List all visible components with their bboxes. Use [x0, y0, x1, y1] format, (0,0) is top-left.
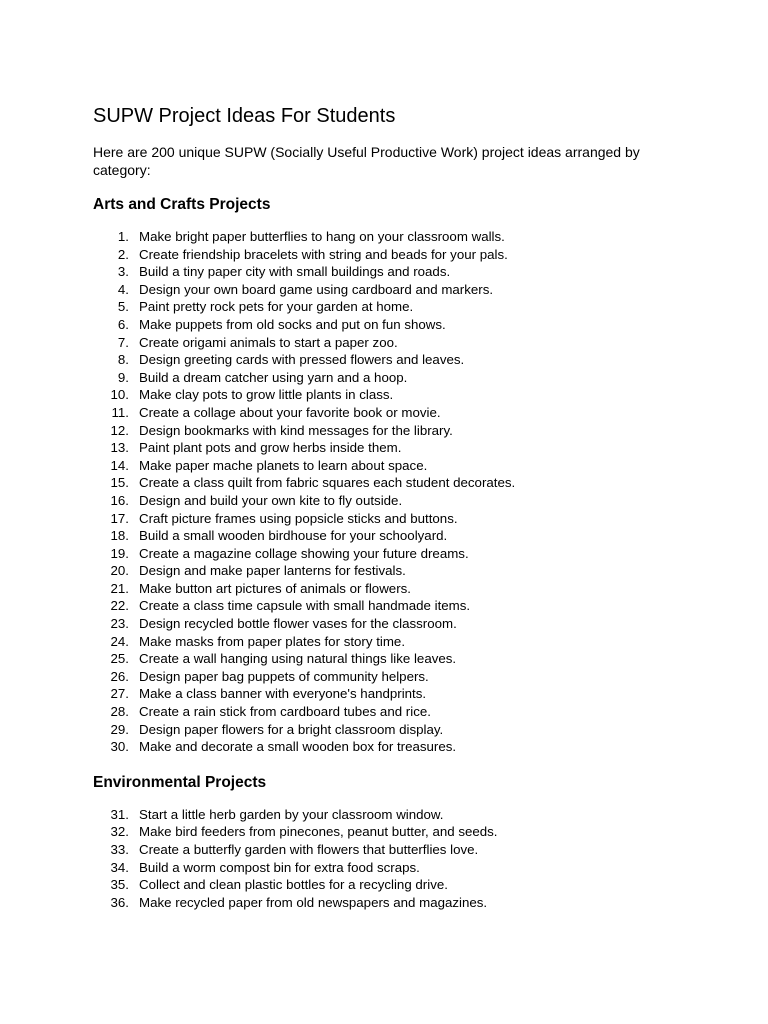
list-item-text: Create origami animals to start a paper zoo.: [139, 334, 398, 350]
list-item-text: Craft picture frames using popsicle sticks and buttons.: [139, 510, 458, 526]
list-item: [93, 404, 693, 422]
list-item-number: 19.: [110, 545, 129, 561]
list-item: [93, 580, 693, 598]
list-item: [93, 369, 693, 387]
list-item-number: 21.: [110, 580, 129, 596]
document-page: [93, 103, 693, 911]
list-item-number: 30.: [110, 739, 129, 755]
list-item: [93, 633, 693, 651]
list-item-text: Design and make paper lanterns for festivals.: [139, 563, 406, 579]
list-item-number: 2.: [117, 246, 129, 262]
list-item-number: 32.: [110, 824, 129, 840]
list-item: [93, 806, 693, 824]
list-item: [93, 562, 693, 580]
list-item-text: Build a small wooden birdhouse for your schoolyard.: [139, 528, 448, 544]
list-item-number: 7.: [117, 334, 129, 350]
list-item: [93, 527, 693, 545]
list-item-text: Create a rain stick from cardboard tubes and rice.: [139, 704, 431, 720]
list-item-number: 36.: [110, 894, 129, 910]
list-item-number: 34.: [110, 859, 129, 875]
list-item-number: 9.: [117, 369, 129, 385]
list-item: [93, 263, 693, 281]
list-item: [93, 597, 693, 615]
list-item: [93, 510, 693, 528]
list-item: [93, 859, 693, 877]
section-heading-environmental: Environmental Projects: [93, 773, 267, 791]
list-item: [93, 668, 693, 686]
list-item-number: 31.: [110, 806, 129, 822]
list-item-number: 25.: [110, 651, 129, 667]
list-item-text: Build a worm compost bin for extra food scraps.: [139, 859, 420, 875]
list-item-number: 3.: [117, 264, 129, 280]
list-item: [93, 876, 693, 894]
list-item-number: 13.: [110, 440, 129, 456]
list-item-number: 6.: [117, 316, 129, 332]
list-item-text: Design your own board game using cardboard and markers.: [139, 281, 494, 297]
list-item-text: Create a wall hanging using natural things like leaves.: [139, 651, 457, 667]
list-item-number: 23.: [110, 616, 129, 632]
list-item-text: Make recycled paper from old newspapers and magazines.: [139, 894, 488, 910]
list-item: [93, 894, 693, 912]
list-item-text: Build a tiny paper city with small buildings and roads.: [139, 264, 451, 280]
idea-list-environmental: [93, 806, 693, 912]
list-item: [93, 492, 693, 510]
list-item: [93, 841, 693, 859]
list-item: [93, 721, 693, 739]
list-item: [93, 351, 693, 369]
list-item-text: Create a butterfly garden with flowers that butterflies love.: [139, 842, 479, 857]
list-item: [93, 703, 693, 721]
list-item: [93, 422, 693, 440]
list-item-number: 24.: [110, 633, 129, 649]
list-item-text: Create a collage about your favorite book or movie.: [139, 404, 441, 420]
list-item-text: Make button art pictures of animals or flowers.: [139, 580, 411, 596]
list-item-text: Design paper bag puppets of community helpers.: [139, 668, 429, 684]
list-item-text: Design paper flowers for a bright classroom display.: [139, 721, 444, 737]
list-item-number: 1.: [117, 229, 129, 244]
list-item-text: Create a class time capsule with small handmade items.: [139, 598, 471, 614]
list-item: [93, 650, 693, 668]
list-item: [93, 281, 693, 299]
list-item-number: 33.: [110, 842, 129, 857]
list-item-text: Build a dream catcher using yarn and a hoop.: [139, 369, 408, 385]
section-heading-arts-crafts: Arts and Crafts Projects: [93, 196, 271, 213]
list-item-text: Make and decorate a small wooden box for treasures.: [139, 739, 457, 755]
list-item-text: Make a class banner with everyone's handprints.: [139, 686, 427, 702]
list-item-text: Make clay pots to grow little plants in class.: [139, 387, 394, 403]
list-item: [93, 738, 693, 756]
list-item-text: Make paper mache planets to learn about space.: [139, 457, 428, 473]
list-item-number: 22.: [110, 598, 129, 614]
list-item: [93, 246, 693, 264]
list-item-number: 4.: [117, 281, 129, 297]
list-item-number: 14.: [110, 457, 129, 473]
list-item: [93, 439, 693, 457]
list-item: [93, 474, 693, 492]
list-item-number: 5.: [117, 299, 129, 315]
list-item-number: 35.: [110, 877, 129, 893]
page-title: SUPW Project Ideas For Students: [93, 105, 396, 127]
intro-paragraph: Here are 200 unique SUPW (Socially Useful Productive Work) project ideas arranged by category:: [93, 144, 640, 178]
list-item-text: Make puppets from old socks and put on fun shows.: [139, 316, 446, 332]
list-item-text: Create friendship bracelets with string and beads for your pals.: [139, 246, 508, 262]
list-item: [93, 545, 693, 563]
list-item-text: Design recycled bottle flower vases for the classroom.: [139, 616, 457, 632]
list-item: [93, 615, 693, 633]
list-item-text: Make bright paper butterflies to hang on your classroom walls.: [139, 229, 505, 244]
list-item: [93, 316, 693, 334]
list-item-number: 12.: [110, 422, 129, 438]
list-item-number: 15.: [110, 475, 129, 491]
list-item-text: Create a class quilt from fabric squares each student decorates.: [139, 475, 516, 491]
list-item-number: 28.: [110, 704, 129, 720]
list-item-number: 20.: [110, 563, 129, 579]
list-item: [93, 386, 693, 404]
list-item-number: 8.: [117, 352, 129, 368]
list-item-number: 27.: [110, 686, 129, 702]
list-item: [93, 298, 693, 316]
list-item-text: Make bird feeders from pinecones, peanut butter, and seeds.: [139, 824, 498, 840]
idea-list-arts-crafts: [93, 228, 693, 756]
list-item-number: 26.: [110, 668, 129, 684]
list-item-number: 18.: [110, 528, 129, 544]
list-item: [93, 685, 693, 703]
list-item-number: 29.: [110, 721, 129, 737]
list-item-text: Design and build your own kite to fly outside.: [139, 492, 403, 508]
list-item-number: 17.: [110, 510, 129, 526]
list-item-text: Collect and clean plastic bottles for a recycling drive.: [139, 877, 448, 893]
list-item-text: Design greeting cards with pressed flowers and leaves.: [139, 352, 465, 368]
list-item: [93, 823, 693, 841]
list-item-text: Paint plant pots and grow herbs inside them.: [139, 440, 402, 456]
list-item: [93, 457, 693, 475]
list-item-text: Paint pretty rock pets for your garden at home.: [139, 299, 414, 315]
list-item-text: Design bookmarks with kind messages for the library.: [139, 422, 453, 438]
list-item-text: Start a little herb garden by your classroom window.: [139, 806, 444, 822]
list-item: [93, 334, 693, 352]
list-item-number: 16.: [110, 492, 129, 508]
list-item-number: 10.: [110, 387, 129, 403]
list-item-text: Create a magazine collage showing your future dreams.: [139, 545, 469, 561]
list-item: [93, 228, 693, 246]
list-item-text: Make masks from paper plates for story time.: [139, 633, 406, 649]
list-item-number: 11.: [111, 404, 129, 420]
